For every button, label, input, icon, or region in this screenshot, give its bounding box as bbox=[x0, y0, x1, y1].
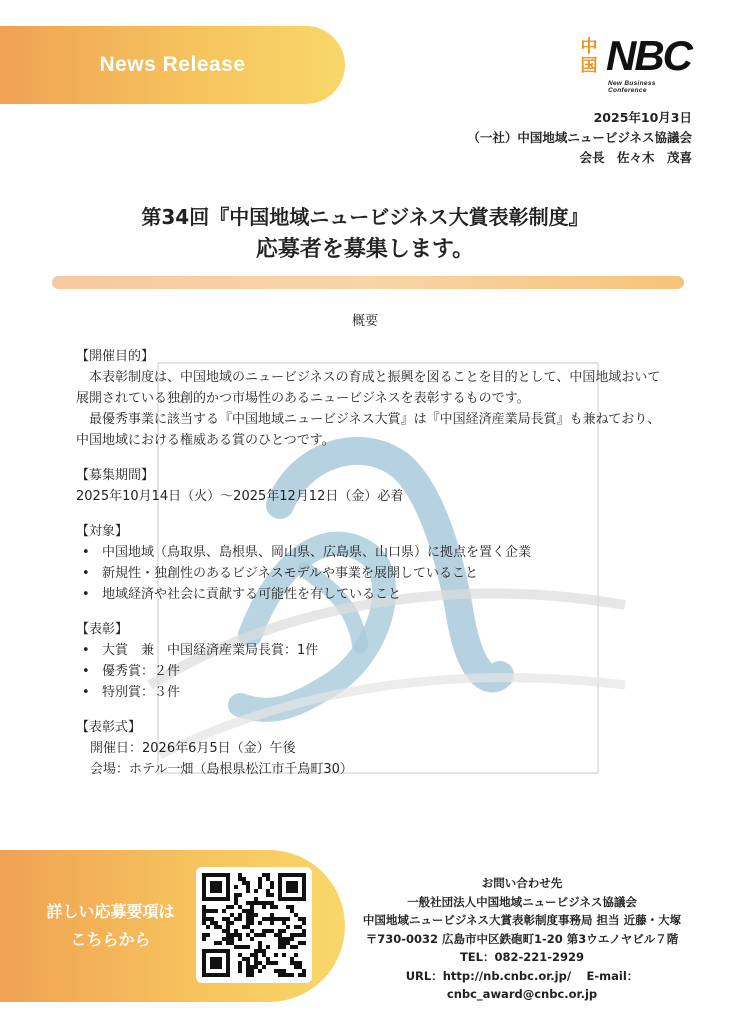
divider-bar bbox=[52, 276, 684, 289]
period-text: 2025年10月14日（火）〜2025年12月12日（金）必着 bbox=[76, 489, 404, 504]
qr-modules bbox=[202, 873, 306, 977]
contact-block bbox=[346, 874, 698, 1004]
target-item: • 新規性・独創性のあるビジネスモデルや事業を展開していること bbox=[102, 563, 666, 584]
ceremony-date: 開催日：2026年6月5日（金）午後 bbox=[90, 741, 296, 756]
release-date: 2025年10月3日 bbox=[593, 110, 692, 125]
ceremony-heading: 【表彰式】 bbox=[76, 720, 142, 735]
contact-url[interactable]: URL：http://nb.cnbc.or.jp/ E-mail： bbox=[405, 968, 639, 983]
logo-kanji-top: 中 bbox=[580, 37, 598, 57]
qr-code-graphic bbox=[202, 873, 306, 977]
cta-line-2: こちらから bbox=[70, 930, 151, 949]
awards-heading: 【表彰】 bbox=[76, 622, 129, 637]
contact-office: 中国地域ニュービジネス大賞表彰制度事務局 担当 近藤・大塚 bbox=[362, 913, 682, 927]
purpose-paragraph-1: 本表彰制度は、中国地域のニュービジネスの育成と振興を図ることを目的として、中国地域おいて展開されている独創的かつ市場性のあるニュービジネスを表彰するものです。 bbox=[76, 370, 661, 406]
target-item: • 中国地域（鳥取県、島根県、岡山県、広島県、山口県）に拠点を置く企業 bbox=[102, 542, 666, 563]
target-heading: 【対象】 bbox=[76, 524, 129, 539]
award-item: • 特別賞：３件 bbox=[102, 682, 666, 703]
period-heading: 【募集期間】 bbox=[76, 468, 155, 483]
target-list bbox=[76, 542, 666, 605]
application-guide-cta bbox=[28, 898, 193, 954]
contact-tel: TEL：082-221-2929 bbox=[459, 950, 585, 964]
summary-label: 概要 bbox=[351, 314, 378, 329]
overview-content bbox=[76, 346, 666, 780]
logo-kanji-bottom: 国 bbox=[580, 56, 598, 76]
ceremony-venue: 会場：ホテル一畑（島根県松江市千鳥町30） bbox=[90, 762, 353, 777]
contact-title: お問い合わせ先 bbox=[481, 876, 563, 890]
issuer-block bbox=[467, 108, 692, 168]
issuer-chair: 会長 佐々木 茂喜 bbox=[579, 150, 692, 165]
awards-list bbox=[76, 640, 666, 703]
purpose-heading: 【開催目的】 bbox=[76, 349, 155, 364]
title-line-1: 第34回『中国地域ニュービジネス大賞表彰制度』 bbox=[141, 205, 589, 229]
logo-brand: NBC bbox=[606, 32, 691, 79]
logo-kanji bbox=[572, 38, 606, 80]
target-item: • 地域経済や社会に貢献する可能性を有していること bbox=[102, 584, 666, 605]
contact-email[interactable]: cnbc_award@cnbc.or.jp bbox=[446, 987, 598, 1001]
news-release-banner bbox=[0, 26, 345, 104]
award-item: • 大賞 兼 中国経済産業局長賞：1件 bbox=[102, 640, 666, 661]
title-line-2: 応募者を募集します。 bbox=[255, 237, 475, 262]
banner-label: News Release bbox=[99, 53, 246, 76]
logo-subtitle: New Business Conference bbox=[608, 80, 656, 94]
purpose-paragraph-2: 最優秀事業に該当する『中国地域ニュービジネス大賞』は『中国経済産業局長賞』も兼ねており、中国地域における権威ある賞のひとつです。 bbox=[76, 412, 661, 448]
issuer-organization: （一社）中国地域ニュービジネス協議会 bbox=[467, 130, 692, 145]
contact-organization: 一般社団法人中国地域ニュービジネス協議会 bbox=[407, 894, 637, 909]
qr-code-icon[interactable] bbox=[196, 867, 312, 983]
nbc-logo bbox=[572, 32, 691, 94]
award-item: • 優秀賞：２件 bbox=[102, 661, 666, 682]
contact-address: 〒730-0032 広島市中区鉄砲町1‐20 第3ウエノヤビル７階 bbox=[365, 931, 679, 946]
cta-line-1: 詳しい応募要項は bbox=[46, 902, 175, 921]
